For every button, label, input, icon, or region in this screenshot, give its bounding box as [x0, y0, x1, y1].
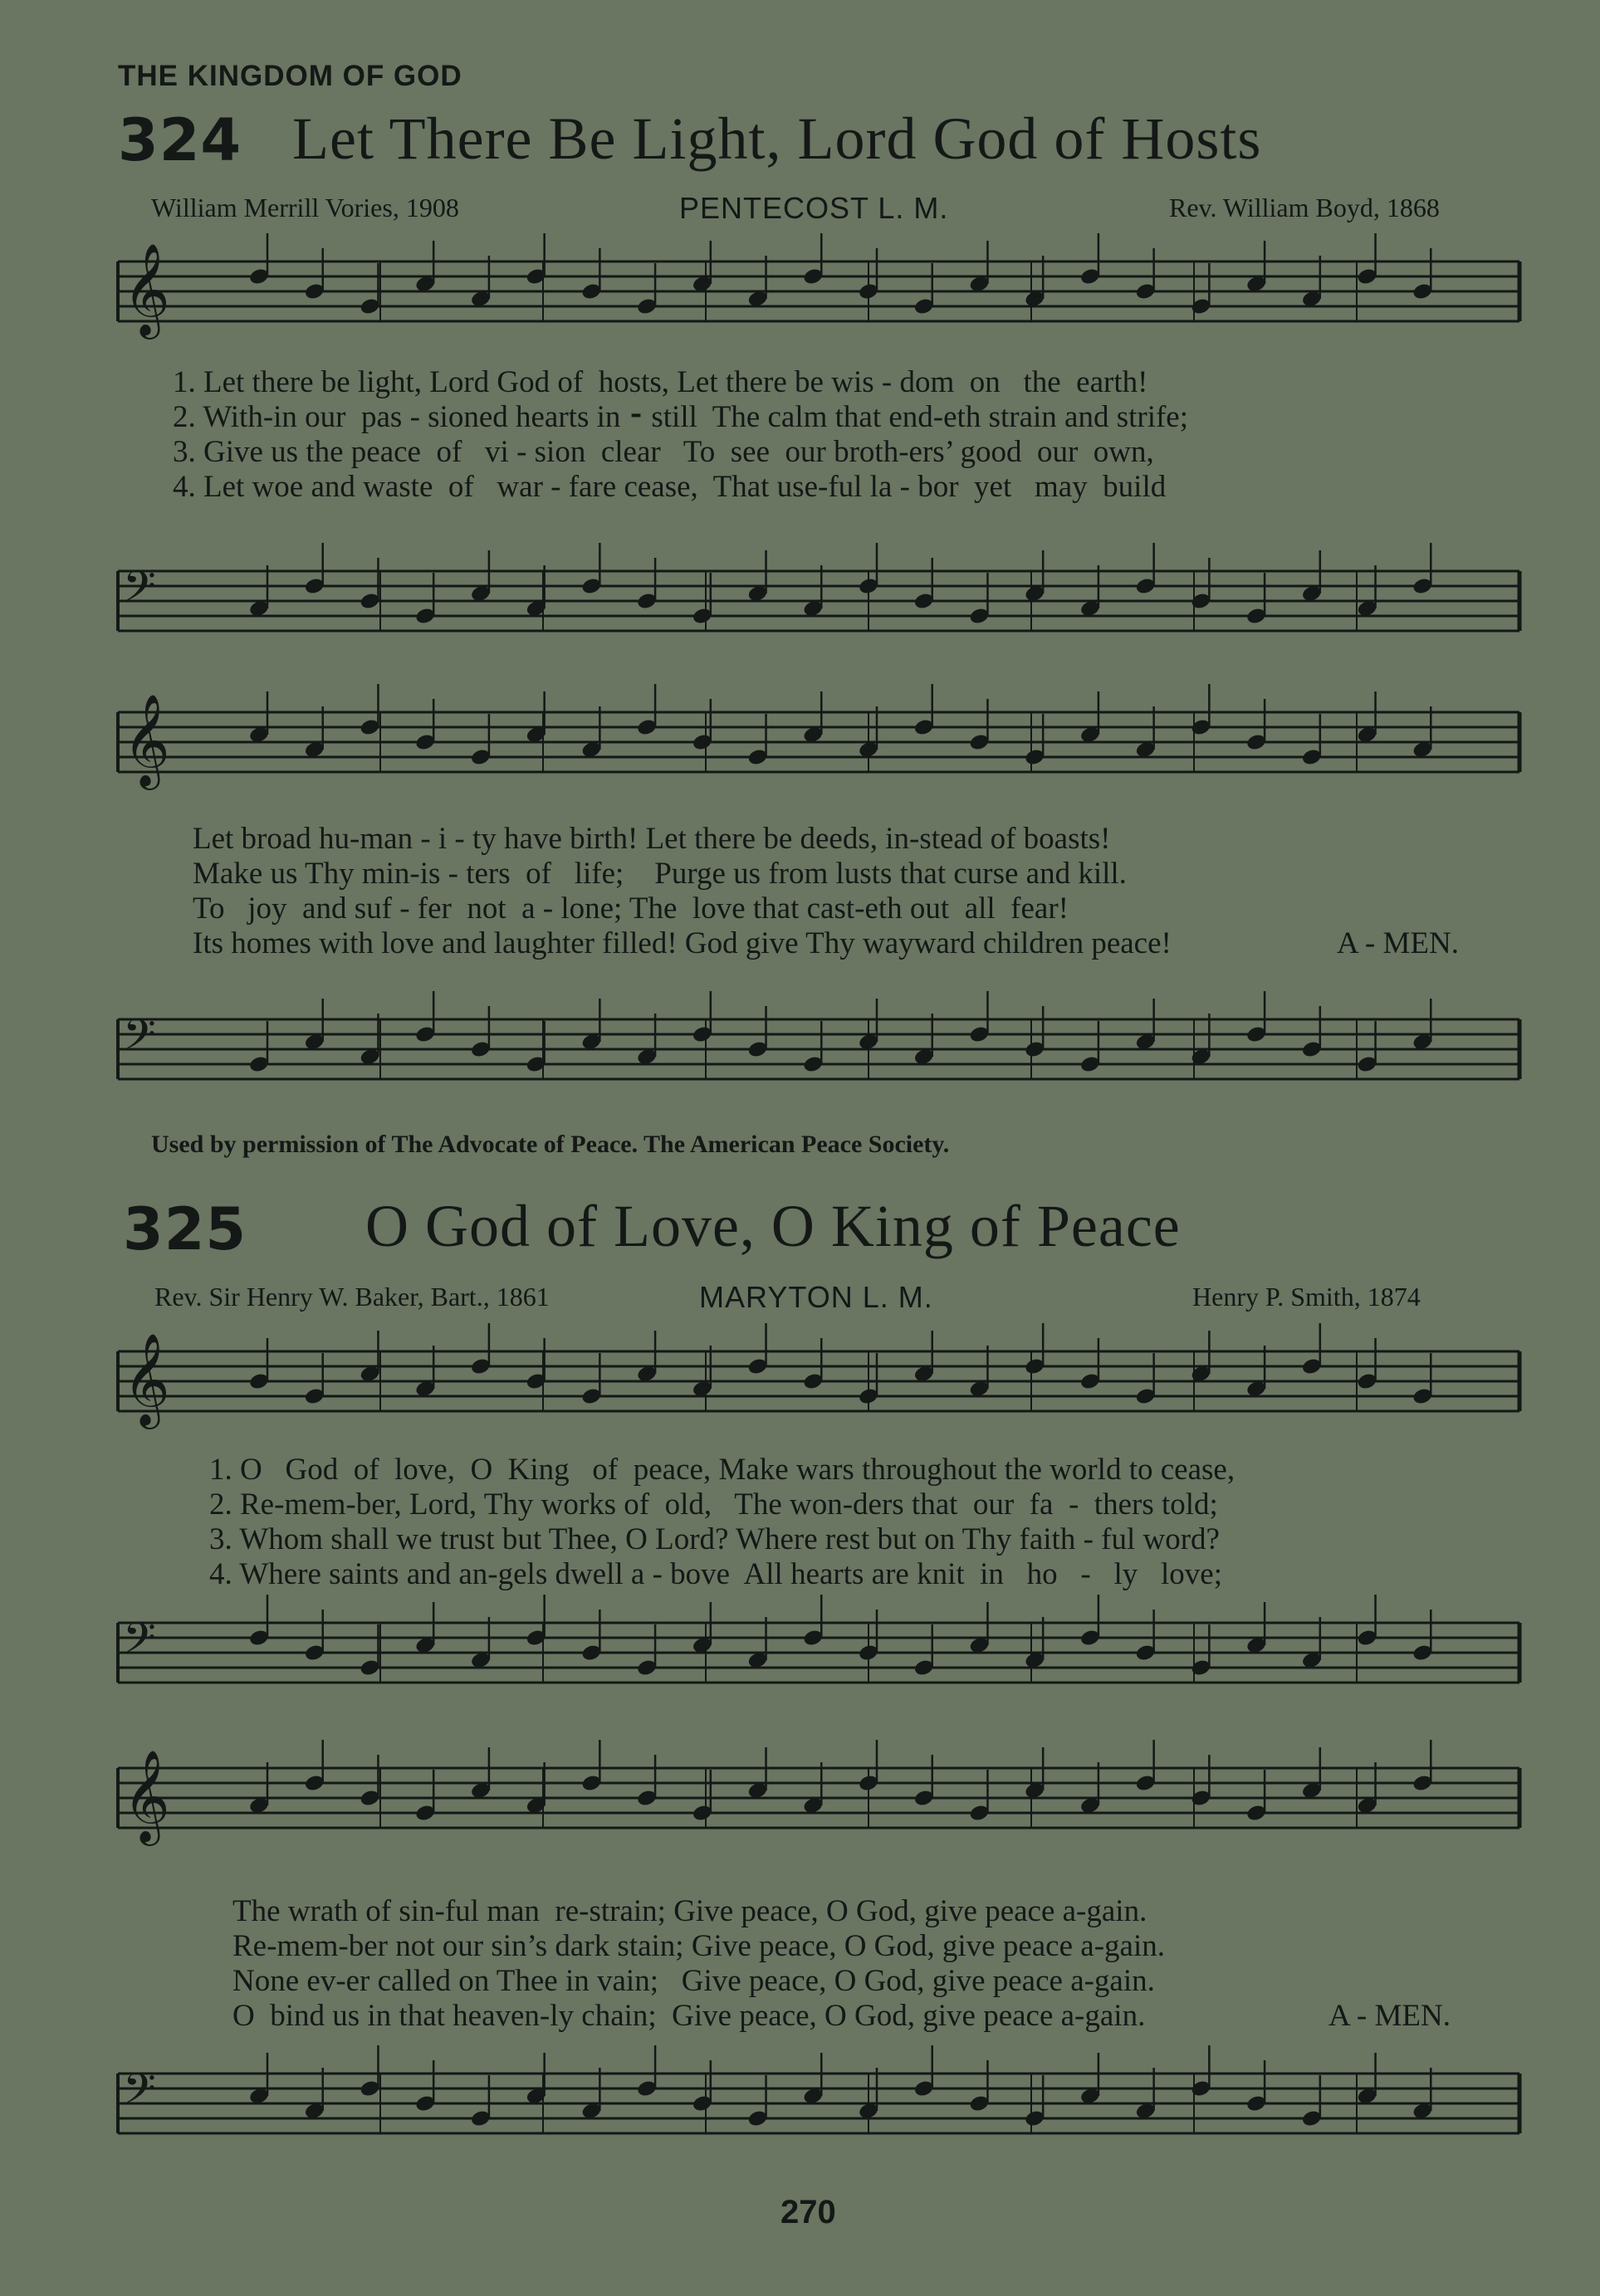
hymn-number: 324 [118, 106, 242, 174]
bass-clef-icon: 𝄢 [123, 2064, 156, 2124]
tune-name: MARYTON L. M. [699, 1280, 933, 1314]
verse-line: 1. Let there be light, Lord God of hosts, Let there be wis - dom on the earth! [173, 365, 1148, 399]
verses-first-half [209, 1453, 1235, 1592]
verse-line: 3. Whom shall we trust but Thee, O Lord? Where rest but on Thy faith - ful word? [209, 1522, 1220, 1556]
verse-line: O bind us in that heaven-ly chain; Give peace, O God, give peace a-gain. [232, 1999, 1146, 2033]
verses-first-half [173, 365, 1188, 505]
section-heading: THE KINGDOM OF GOD [118, 60, 462, 92]
verse-line: 4. Let woe and waste of war - fare cease, That use-ful la - bor yet may build [173, 470, 1167, 504]
verse-line: Make us Thy min-is - ters of life; Purge us from lusts that curse and kill. [193, 857, 1127, 891]
composer-credit: Rev. William Boyd, 1868 [1169, 193, 1440, 222]
bass-clef-icon: 𝄢 [123, 1613, 156, 1673]
hymn-title: Let There Be Light, Lord God of Hosts [292, 105, 1262, 172]
page-number: 270 [780, 2194, 836, 2230]
amen-label: A - MEN. [1328, 1999, 1451, 2033]
verse-line: 3. Give us the peace of vi - sion clear To see our broth-ers’ good our own, [173, 435, 1154, 469]
treble-clef-icon: 𝄞 [123, 1332, 170, 1425]
verse-line: Let broad hu-man - i - ty have birth! Let there be deeds, in-stead of boasts! [193, 822, 1111, 856]
hymn-number: 325 [123, 1195, 247, 1263]
permission-note: Used by permission of The Advocate of Peace. The American Peace Society. [151, 1131, 950, 1158]
verse-line: 2. Re-mem-ber, Lord, Thy works of old, The won-ders that our fa - thers told; [209, 1488, 1218, 1522]
verses-second-half [193, 822, 1172, 961]
bass-clef-icon: 𝄢 [123, 561, 156, 622]
verse-line: The wrath of sin-ful man re-strain; Give peace, O God, give peace a-gain. [232, 1894, 1147, 1928]
verse-line: To joy and suf - fer not a - lone; The love that cast-eth out all fear! [193, 892, 1069, 926]
hymn-title: O God of Love, O King of Peace [365, 1193, 1181, 1259]
treble-clef-icon: 𝄞 [123, 693, 170, 786]
treble-clef-icon: 𝄞 [123, 1749, 170, 1842]
verse-line: 1. O God of love, O King of peace, Make wars throughout the world to cease, [209, 1453, 1235, 1487]
author-credit: William Merrill Vories, 1908 [151, 193, 459, 222]
tune-name: PENTECOST L. M. [679, 191, 949, 225]
verses-second-half [232, 1894, 1165, 2034]
verse-line: None ev-er called on Thee in vain; Give peace, O God, give peace a-gain. [232, 1964, 1155, 1998]
verse-line: 4. Where saints and an-gels dwell a - bove All hearts are knit in ho - ly love; [209, 1557, 1223, 1591]
bass-clef-icon: 𝄢 [123, 1009, 156, 1070]
composer-credit: Henry P. Smith, 1874 [1192, 1282, 1421, 1312]
amen-label: A - MEN. [1337, 926, 1459, 960]
treble-clef-icon: 𝄞 [123, 242, 170, 335]
verse-line: 2. With-in our pas - sioned hearts in ⁃ still The calm that end-eth strain and strife; [173, 400, 1189, 434]
verse-line: Re-mem-ber not our sin’s dark stain; Give peace, O God, give peace a-gain. [232, 1929, 1165, 1963]
verse-line: Its homes with love and laughter filled! God give Thy wayward children peace! [193, 926, 1172, 960]
author-credit: Rev. Sir Henry W. Baker, Bart., 1861 [154, 1282, 550, 1312]
